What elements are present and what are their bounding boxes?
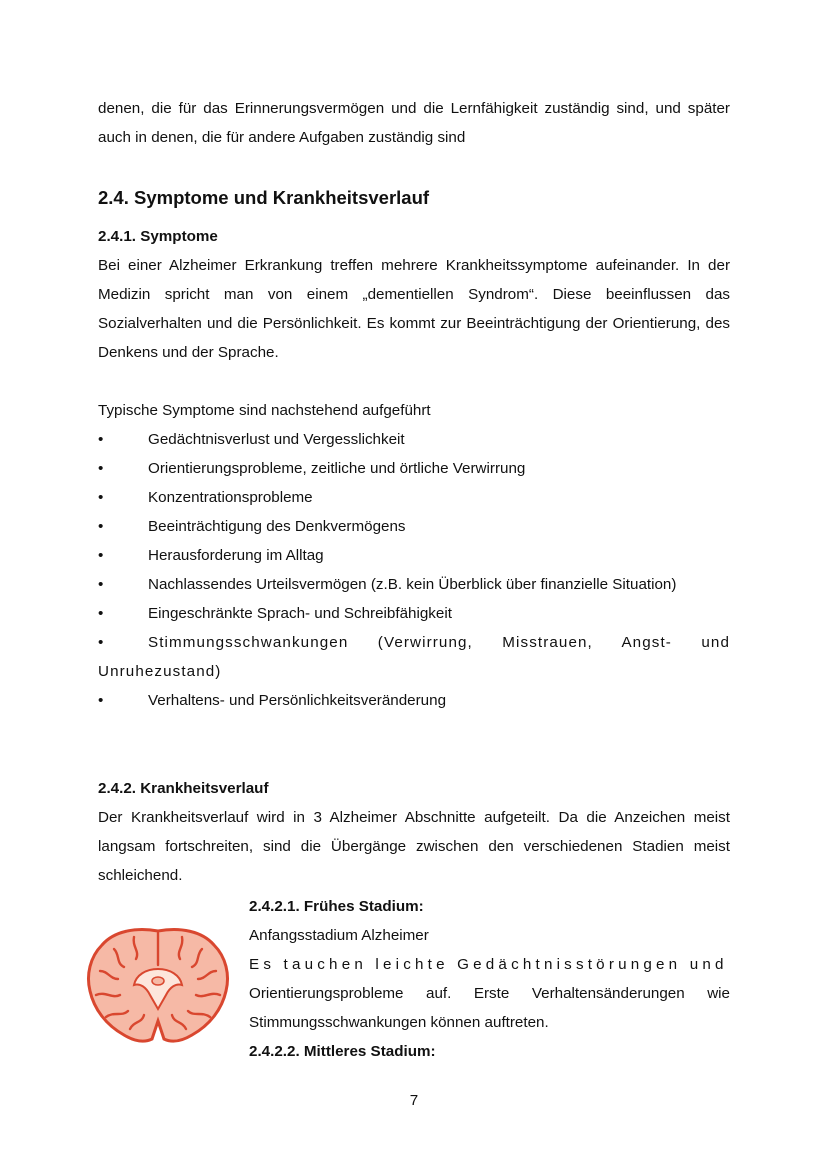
list-item-text: Stimmungsschwankungen (Verwirrung, Misstrauen, Angst- und Unruhezustand): [98, 634, 730, 680]
intro-paragraph: denen, die für das Erinnerungsvermögen und die Lernfähigkeit zuständig sind, und später auch in denen, die für andere Aufgaben zuständig sind: [98, 100, 730, 146]
brain-cross-section-icon: [84, 925, 232, 1047]
list-item: [98, 541, 730, 570]
subsection-heading-symptoms: 2.4.1. Symptome: [98, 228, 218, 245]
list-item: [98, 425, 730, 454]
stage-middle-heading: 2.4.2.2. Mittleres Stadium:: [249, 1043, 436, 1060]
bullet: •: [98, 489, 104, 506]
symptom-list: [98, 425, 730, 715]
stage-early-heading: 2.4.2.1. Frühes Stadium:: [249, 898, 424, 915]
bullet: •: [98, 605, 104, 622]
bullet: •: [98, 518, 104, 535]
bullet: •: [98, 692, 104, 709]
list-item: [98, 599, 730, 628]
list-item-text: Konzentrationsprobleme: [148, 489, 313, 506]
list-item-text: Orientierungsprobleme, zeitliche und örtliche Verwirrung: [148, 460, 526, 477]
list-item: [98, 686, 730, 715]
list-item: [98, 512, 730, 541]
stage-early-text: Orientierungsprobleme auf. Erste Verhaltensänderungen wie Stimmungsschwankungen können auftreten.: [249, 985, 730, 1031]
page-number: 7: [409, 1092, 419, 1109]
symptom-list-lead: Typische Symptome sind nachstehend aufgeführt: [98, 402, 431, 419]
stage-early-text-line1: Es tauchen leichte Gedächtnisstörungen und: [249, 956, 728, 973]
bullet: •: [98, 431, 104, 448]
list-item-text: Eingeschränkte Sprach- und Schreibfähigkeit: [148, 605, 452, 622]
list-item: [98, 628, 730, 686]
list-item-text: Gedächtnisverlust und Vergesslichkeit: [148, 431, 405, 448]
list-item: [98, 483, 730, 512]
list-item-text: Herausforderung im Alltag: [148, 547, 324, 564]
list-item-text: Beeinträchtigung des Denkvermögens: [148, 518, 406, 535]
list-item: [98, 570, 730, 599]
course-paragraph: Der Krankheitsverlauf wird in 3 Alzheimer Abschnitte aufgeteilt. Da die Anzeichen meist langsam fortschreiten, sind die Übergänge zwischen den verschiedenen Stadien meist schleichend.: [98, 809, 730, 884]
list-item-text: Verhaltens- und Persönlichkeitsveränderung: [148, 692, 447, 709]
bullet: •: [98, 460, 104, 477]
list-item-text: Nachlassendes Urteilsvermögen (z.B. kein Überblick über finanzielle Situation): [148, 576, 677, 593]
list-item: [98, 454, 730, 483]
bullet: •: [98, 576, 104, 593]
bullet: •: [98, 547, 104, 564]
subsection-heading-course: 2.4.2. Krankheitsverlauf: [98, 780, 269, 797]
section-heading: 2.4. Symptome und Krankheitsverlauf: [98, 187, 430, 208]
stage-early: [249, 892, 730, 1066]
stage-early-subtitle: Anfangsstadium Alzheimer: [249, 927, 429, 944]
bullet: •: [98, 634, 105, 651]
symptoms-paragraph: Bei einer Alzheimer Erkrankung treffen mehrere Krankheitssymptome aufeinander. In der Medizin spricht man von einem „dementiellen Syndrom“. Diese beeinflussen das Sozialverhalten und die Persönlichkeit. Es kommt zur Beeinträchtigung der Orientierung, des Denkens und der Sprache.: [98, 257, 730, 361]
